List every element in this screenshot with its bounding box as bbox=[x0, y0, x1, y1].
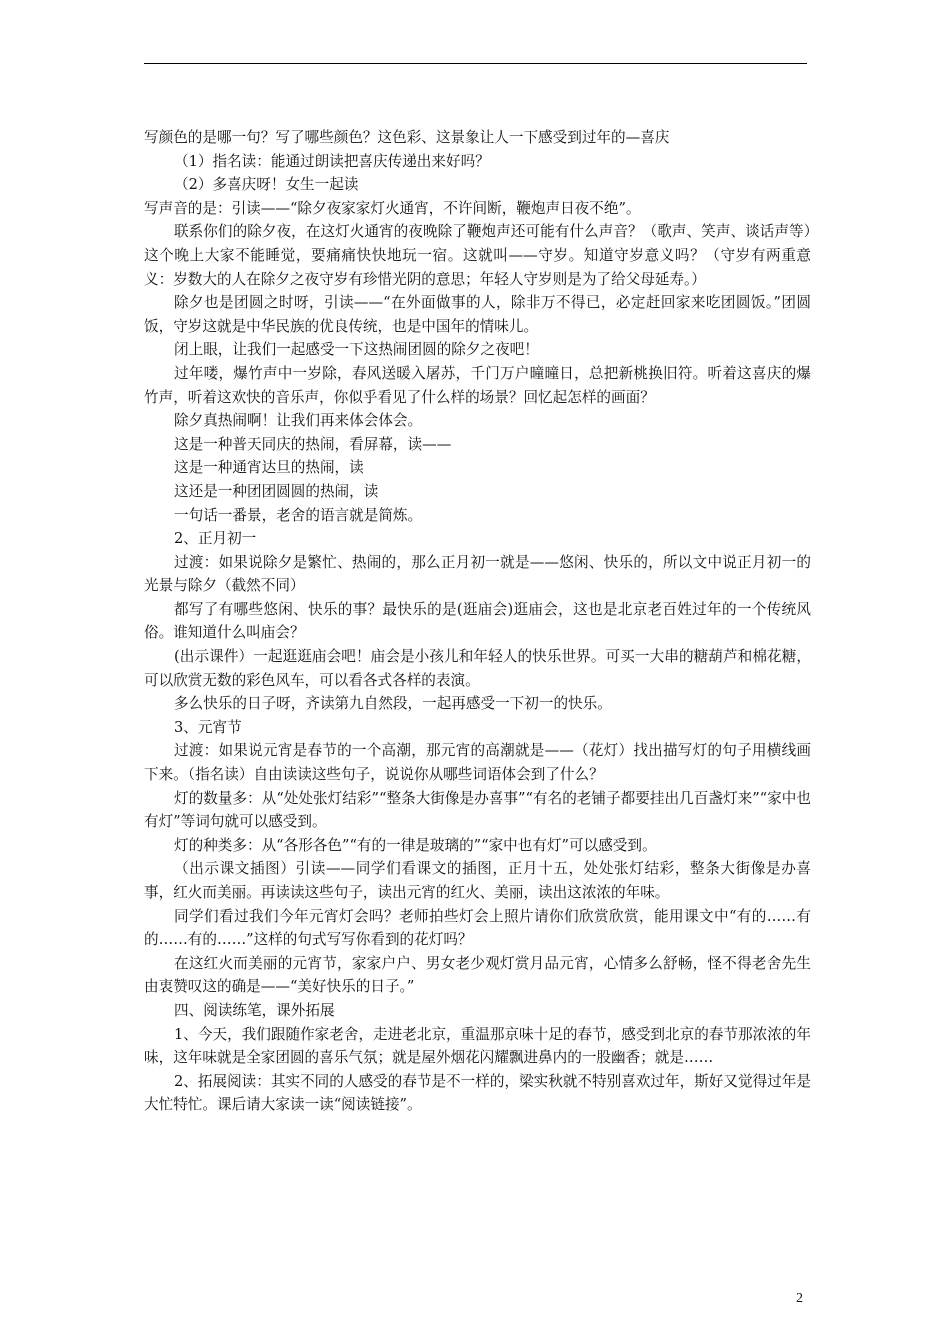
paragraph: 多么快乐的日子呀，齐读第九自然段，一起再感受一下初一的快乐。 bbox=[174, 695, 612, 713]
paragraph: 都写了有哪些悠闲、快乐的事？最快乐的是(逛庙会)逛庙会，这也是北京老百姓过年的一个传统风俗。谁知道什么叫庙会？ bbox=[144, 600, 811, 642]
paragraph: 写颜色的是哪一句？写了哪些颜色？这色彩、这景象让人一下感受到过年的—喜庆 bbox=[144, 129, 670, 146]
paragraph: 闭上眼，让我们一起感受一下这热闹团圆的除夕之夜吧！ bbox=[174, 341, 539, 359]
paragraph: （出示课文插图）引读——同学们看课文的插图，正月十五，处处张灯结彩，整条大街像是办喜事，红火而美丽。再读读这些句子，读出元宵的红火、美丽，读出这浓浓的年味。 bbox=[144, 860, 811, 901]
document-body bbox=[144, 126, 811, 1117]
paragraph: 1、今天，我们跟随作家老舍，走进老北京，重温那京味十足的春节，感受到北京的春节那浓浓的年味，这年味就是全家团圆的喜乐气氛；就是屋外烟花闪耀飘进鼻内的一股幽香；就是…… bbox=[144, 1025, 811, 1067]
paragraph: 这是一种普天同庆的热闹，看屏幕，读—— bbox=[174, 435, 452, 453]
paragraph: 除夕真热闹啊！让我们再来体会体会。 bbox=[174, 412, 423, 430]
paragraph: 过渡：如果说元宵是春节的一个高潮，那元宵的高潮就是——（花灯）找出描写灯的句子用横线画下来。（指名读）自由读读这些句子，说说你从哪些词语体会到了什么？ bbox=[144, 742, 811, 784]
section-heading: 四、阅读练笔，课外拓展 bbox=[174, 1001, 335, 1019]
paragraph: 过年喽，爆竹声中一岁除，春风送暖入屠苏，千门万户曈曈日，总把新桃换旧符。听着这喜庆的爆竹声，听着这欢快的音乐声，你似乎看见了什么样的场景？回忆起怎样的画面？ bbox=[144, 364, 811, 406]
paragraph: 灯的种类多：从“各形各色”“有的一律是玻璃的”“家中也有灯”可以感受到。 bbox=[174, 836, 657, 854]
paragraph: 写声音的是：引读——“除夕夜家家灯火通宵，不许间断，鞭炮声日夜不绝”。 bbox=[144, 199, 641, 217]
paragraph: 过渡：如果说除夕是繁忙、热闹的，那么正月初一就是——悠闲、快乐的，所以文中说正月初一的光景与除夕（截然不同） bbox=[144, 553, 811, 595]
paragraph: 联系你们的除夕夜，在这灯火通宵的夜晚除了鞭炮声还可能有什么声音？（歌声、笑声、谈话声等）这个晚上大家不能睡觉，要痛痛快快地玩一宿。这就叫——守岁。知道守岁意义吗？（守岁有两重意义：岁数大的人在除夕之夜守岁有珍惜光阴的意思；年轻人守岁则是为了给父母延寿。） bbox=[144, 223, 811, 288]
paragraph: 这是一种通宵达旦的热闹，读 bbox=[174, 459, 364, 477]
paragraph: 同学们看过我们今年元宵灯会吗？老师拍些灯会上照片请你们欣赏欣赏，能用课文中“有的……有的……有的……”这样的句式写写你看到的花灯吗？ bbox=[144, 907, 811, 949]
header-rule bbox=[144, 63, 807, 64]
paragraph: (出示课件）一起逛逛庙会吧！庙会是小孩儿和年轻人的快乐世界。可买一大串的糖葫芦和棉花糖，可以欣赏无数的彩色风车，可以看各式各样的表演。 bbox=[144, 648, 811, 689]
paragraph: 除夕也是团圆之时呀，引读——“在外面做事的人，除非万不得已，必定赶回家来吃团圆饭。”团圆饭，守岁这就是中华民族的优良传统，也是中国年的情味儿。 bbox=[144, 294, 811, 335]
paragraph: 这还是一种团团圆圆的热闹，读 bbox=[174, 482, 379, 500]
paragraph: 2、拓展阅读：其实不同的人感受的春节是不一样的，梁实秋就不特别喜欢过年，斯好又觉得过年是大忙特忙。课后请大家读一读“阅读链接”。 bbox=[144, 1072, 811, 1114]
paragraph: （1）指名读：能通过朗读把喜庆传递出来好吗？ bbox=[174, 152, 490, 170]
section-heading: 3、元宵节 bbox=[174, 718, 242, 736]
paragraph: 灯的数量多：从“处处张灯结彩”“整条大街像是办喜事”“有名的老铺子都要挂出几百盏灯来”“家中也有灯”等词句就可以感受到。 bbox=[144, 789, 811, 831]
paragraph: 在这红火而美丽的元宵节，家家户户、男女老少观灯赏月品元宵，心情多么舒畅，怪不得老舍先生由衷赞叹这的确是——“美好快乐的日子。” bbox=[144, 954, 811, 996]
paragraph: 一句话一番景，老舍的语言就是简炼。 bbox=[174, 506, 423, 524]
section-heading: 2、正月初一 bbox=[174, 530, 257, 548]
page-number: 2 bbox=[796, 1291, 803, 1306]
paragraph: （2）多喜庆呀！女生一起读 bbox=[174, 176, 359, 194]
